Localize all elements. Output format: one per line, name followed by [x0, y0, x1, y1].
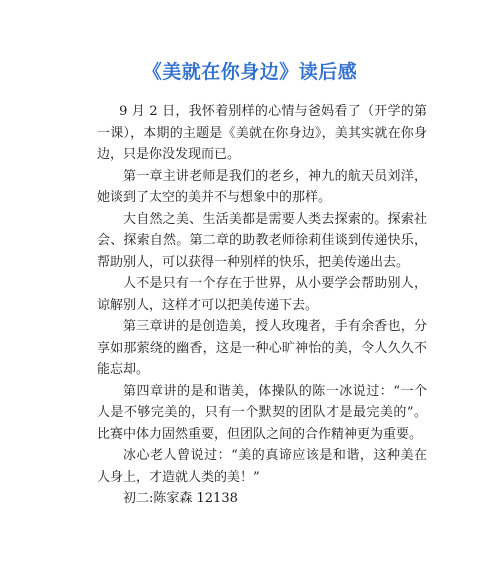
page-title: 《美就在你身边》读后感	[142, 61, 358, 83]
paragraph-chapter-three: 第三章讲的是创造美，授人玫瑰者，手有余香也，分享如那萦绕的幽香，这是一种心旷神怡的美，令人久久不能忘却。	[97, 319, 427, 377]
paragraph-helping-others: 人不是只有一个存在于世界，从小要学会帮助别人，谅解别人，这样才可以把美传递下去。	[97, 276, 427, 313]
paragraph-chapter-one: 第一章主讲老师是我们的老乡，神九的航天员刘洋，她谈到了太空的美并不与想象中的那样。	[97, 168, 427, 205]
paragraph-chapter-two: 大自然之美、生活美都是需要人类去探索的。探索社会、探索自然。第二章的助教老师徐莉佳谈到传递快乐，帮助别人，可以获得一种别样的快乐，把美传递出去。	[97, 211, 427, 270]
paragraph-chapter-four: 第四章讲的是和谐美，体操队的陈一冰说过：“一个人是不够完美的，只有一个默契的团队才是最完美的”。比赛中体力固然重要，但团队之间的合作精神更为重要。	[97, 383, 427, 442]
essay-body	[97, 101, 427, 510]
paragraph-bingxin-quote: 冰心老人曾说过：“美的真谛应该是和谐，这种美在人身上，才造就人类的美！”	[97, 448, 427, 485]
paragraph-intro: 9 月 2 日，我怀着别样的心情与爸妈看了（开学的第一课），本期的主题是《美就在你身边》，美其实就在你身边，只是你没发现而已。	[97, 104, 427, 162]
author-signature: 初二:陈家森 12138	[123, 491, 238, 506]
